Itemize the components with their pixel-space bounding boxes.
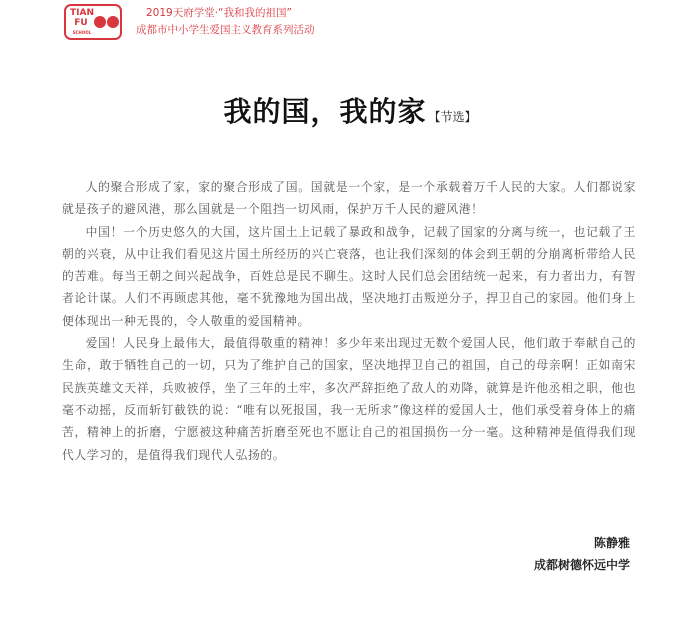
paragraph: 人的聚合形成了家，家的聚合形成了国。国就是一个家，是一个承载着万千人民的大家。人们都说家就是孩子的避风港，那么国就是一个阻挡一切风雨，保护万千人民的避风港！	[62, 180, 636, 217]
author-name: 陈静雅	[593, 536, 630, 550]
seal-icon	[94, 16, 106, 28]
author-school: 成都树德怀远中学	[533, 558, 630, 572]
header-banner	[64, 4, 464, 44]
excerpt-note: 【节选】	[428, 110, 477, 124]
paragraph: 爱国！人民身上最伟大，最值得敬重的精神！多少年来出现过无数个爱国人民，他们敢于奉献自己的生命，敢于牺牲自己的一切，只为了维护自己的国家，坚决地捍卫自己的祖国，自己的母亲啊！正如南宋民族英雄文天祥，兵败被俘，坐了三年的土牢，多次严辞拒绝了敌人的劝降，就算是许他丞相之职，他也毫不动摇，反而斩钉截铁的说：“唯有以死报国，我一无所求”像这样的爱国人士，他们承受着身体上的痛苦，精神上的折磨，宁愿被这种痛苦折磨至死也不愿让自己的祖国损伤一分一毫。这种精神是值得我们现代人学习的，是值得我们现代人弘扬的。	[62, 336, 636, 462]
paragraph: 中国！一个历史悠久的大国，这片国土上记载了暴政和战争，记载了国家的分离与统一，也记载了王朝的兴衰，从中让我们看见这片国土所经历的兴亡衰落，也让我们深刻的体会到王朝的分崩离析带给人民的苦难。每当王朝之间兴起战争，百姓总是民不聊生。这时人民们总会团结统一起来，有力者出力，有智者论计谋。人们不再顾虑其他，毫不犹豫地为国出战，坚决地打击叛逆分子，捍卫自己的家园。他们身上便体现出一种无畏的，令人敬重的爱国精神。	[62, 224, 636, 328]
logo-text: TIAN FU	[70, 8, 94, 28]
event-subtitle: 成都市中小学生爱国主义教育系列活动	[136, 24, 315, 36]
article-title-block	[0, 90, 700, 130]
article-body	[62, 176, 636, 466]
logo-sub-text: SCHOOL	[72, 30, 92, 35]
seal-icon	[107, 16, 119, 28]
tianfu-school-logo	[64, 4, 122, 40]
event-title: 2019天府学堂·“我和我的祖国”	[146, 7, 292, 19]
article-title: 我的国，我的家	[223, 95, 427, 128]
